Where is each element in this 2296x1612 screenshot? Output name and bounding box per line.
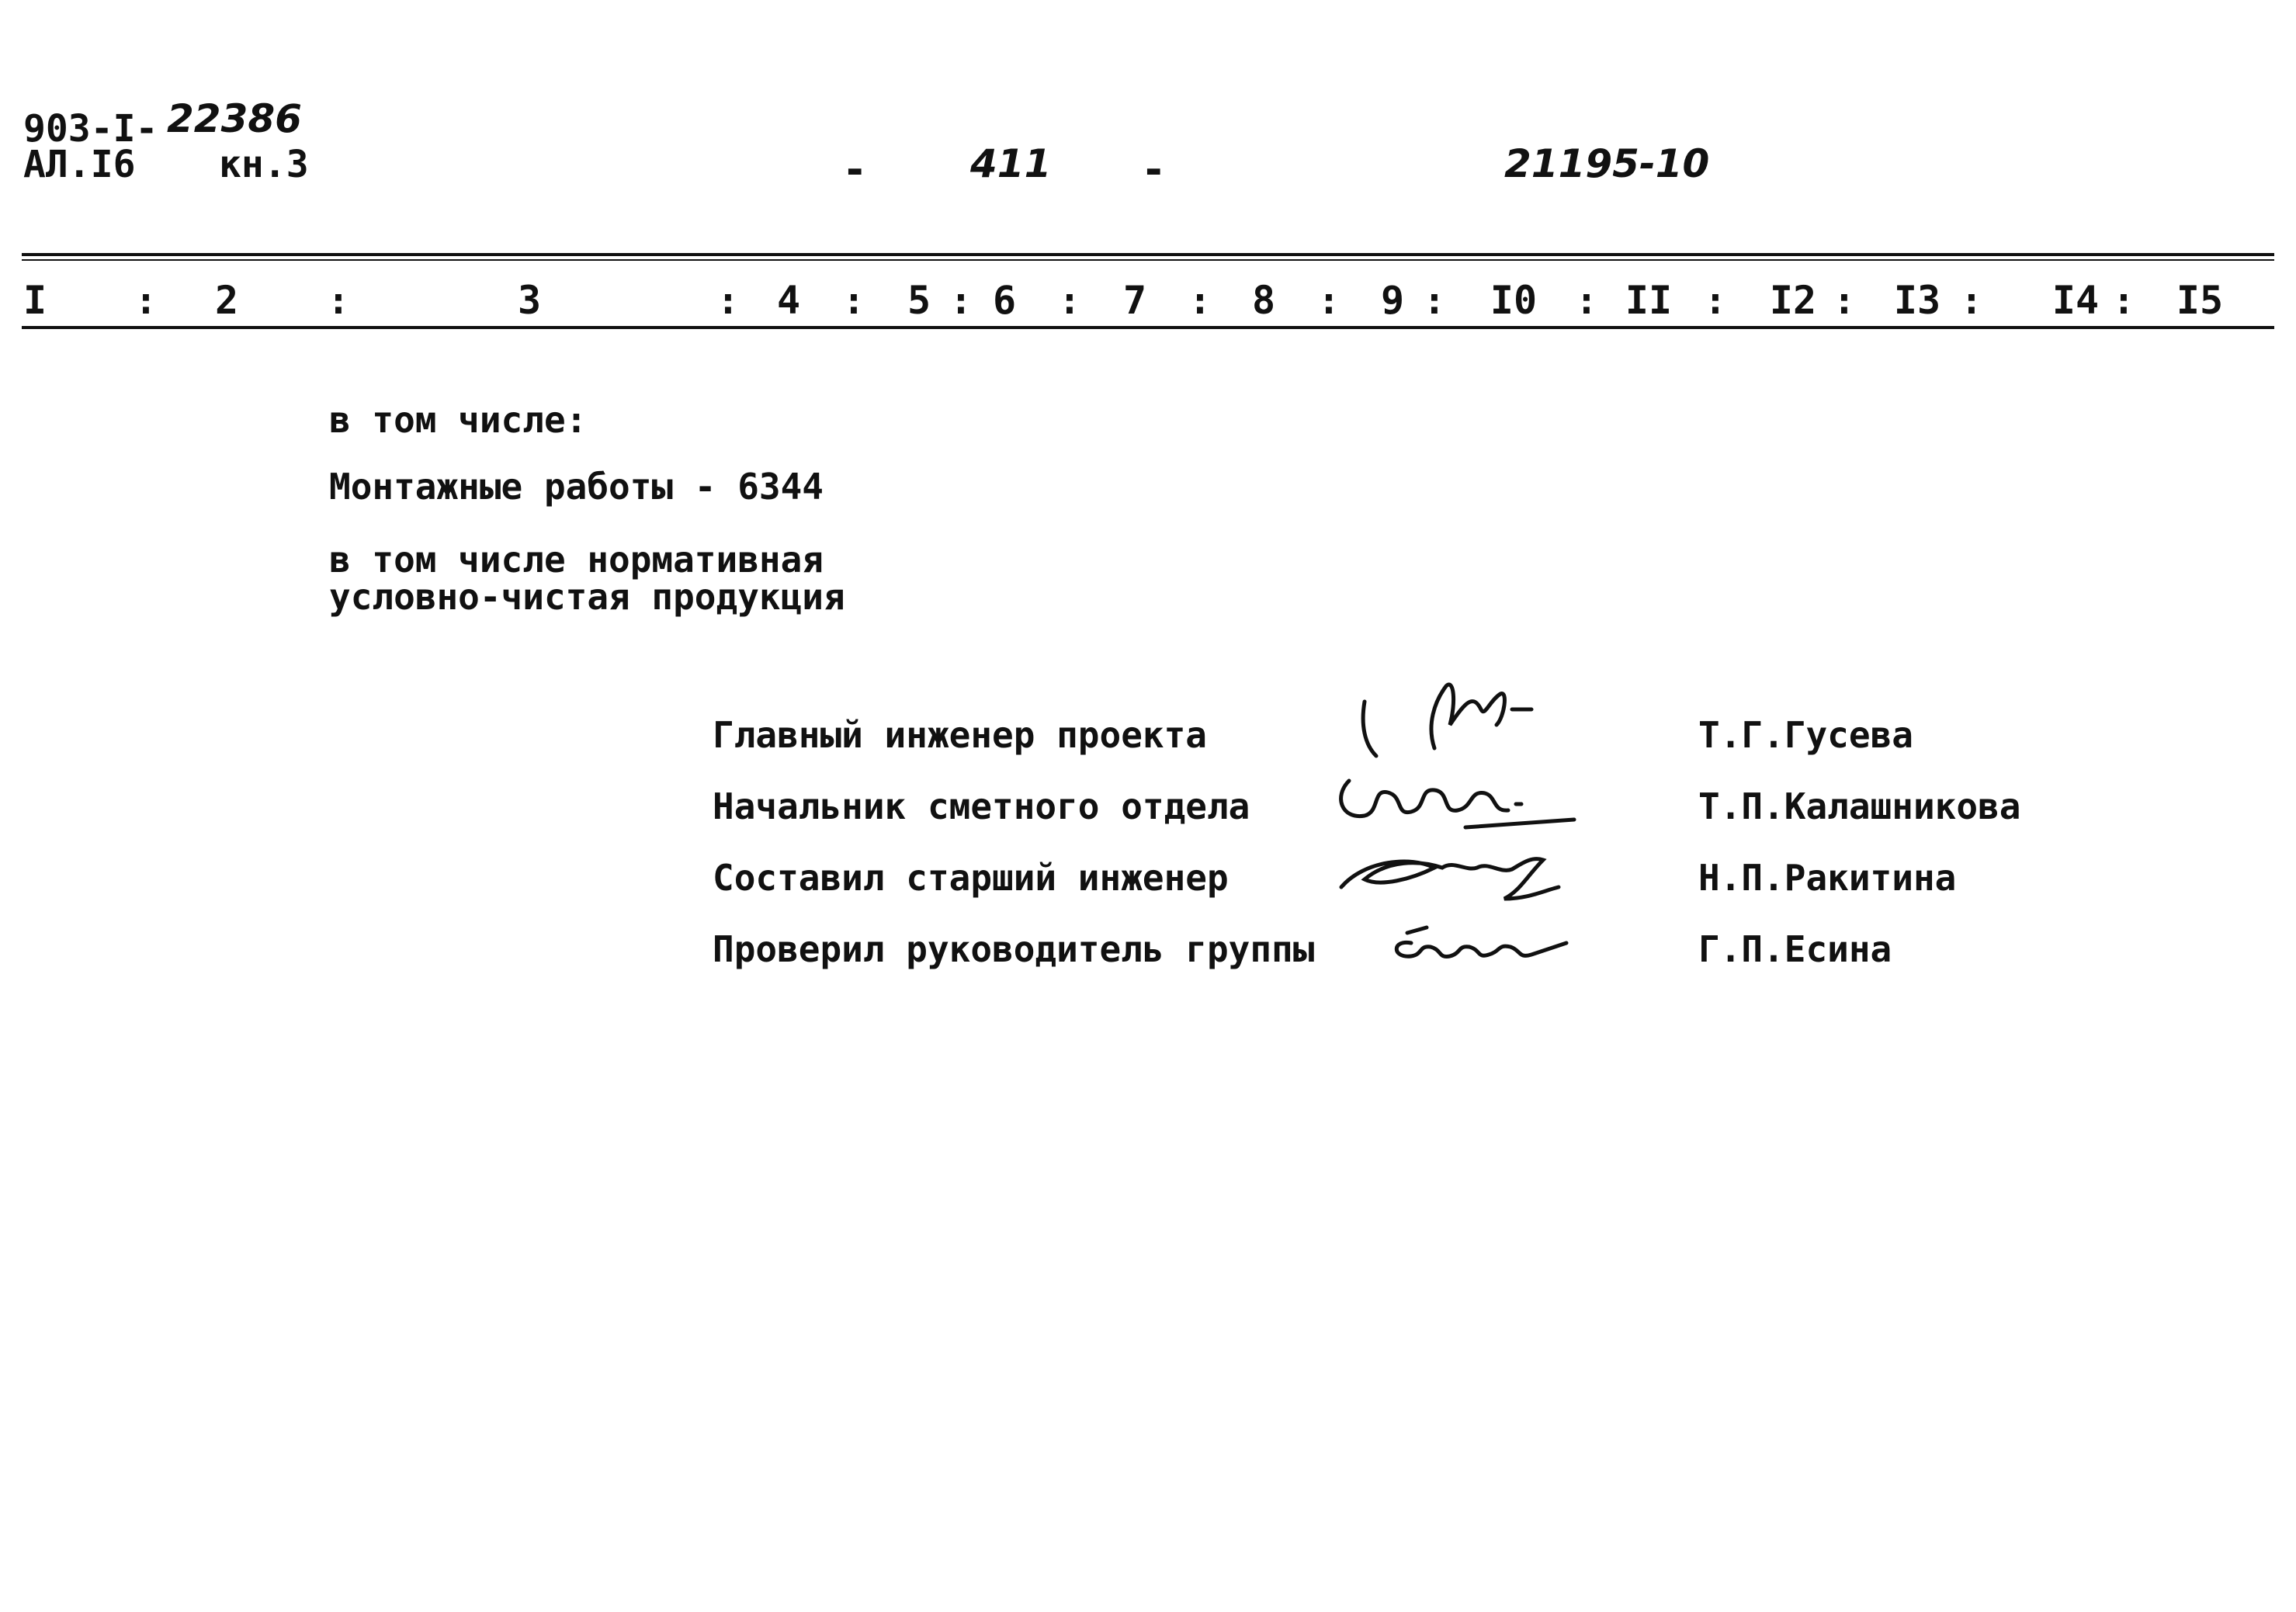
top-rule-thin [22,259,2274,261]
bottom-rule [22,326,2274,329]
book-label: кн.3 [219,143,309,186]
column-number: 8 [1251,278,1276,323]
handwritten-signature [1318,885,1597,986]
column-number: I4 [2051,278,2100,323]
column-number: 2 [214,278,239,323]
column-number: I2 [1769,278,1817,323]
column-separator: : [327,279,350,323]
page-dash-left: - [842,145,868,194]
signature-role: Составил старший инженер [713,857,1229,899]
column-number: I0 [1490,278,1538,323]
column-number: 4 [776,278,801,323]
signature-name: Т.П.Калашникова [1698,785,2021,827]
column-number: 7 [1122,278,1147,323]
column-separator: : [1833,279,1856,323]
signature-role: Главный инженер проекта [713,714,1207,756]
column-separator: : [842,279,865,323]
signature-role: Проверил руководитель группы [713,928,1315,970]
column-separator: : [1960,279,1983,323]
signature-name: Т.Г.Гусева [1698,714,1913,756]
document-code-handwritten: 22386 [167,96,302,141]
column-separator: : [2112,279,2135,323]
column-number: 3 [517,278,542,323]
signature-name: Г.П.Есина [1698,928,1892,970]
body-line-including: в том числе: [329,399,588,441]
album-label: АЛ.I6 [23,143,136,186]
column-separator: : [134,279,158,323]
column-number: 9 [1380,278,1405,323]
column-number: I [23,278,47,323]
signature-row [713,928,2187,978]
signature-name: Н.П.Ракитина [1698,857,1957,899]
document-number: 21195-10 [1504,141,1710,186]
body-line-normative: в том числе нормативная [329,539,824,581]
body-line-installation-works: Монтажные работы - 6344 [329,466,824,508]
column-number: 6 [992,278,1017,323]
column-separator: : [1058,279,1081,323]
column-number: 5 [907,278,931,323]
column-separator: : [716,279,740,323]
top-rule [22,253,2274,256]
column-separator: : [1575,279,1598,323]
column-separator: : [1188,279,1212,323]
document-code-prefix: 903-I- [23,107,158,151]
column-number: I5 [2176,278,2224,323]
signature-role: Начальник сметного отдела [713,785,1250,827]
page-number: 411 [970,141,1052,186]
column-number: II [1625,278,1673,323]
column-separator: : [1317,279,1340,323]
column-number: I3 [1893,278,1941,323]
column-separator: : [949,279,973,323]
page-dash-right: - [1141,145,1167,194]
column-separator: : [1704,279,1727,323]
column-separator: : [1423,279,1446,323]
body-line-net-production: условно-чистая продукция [329,576,845,618]
